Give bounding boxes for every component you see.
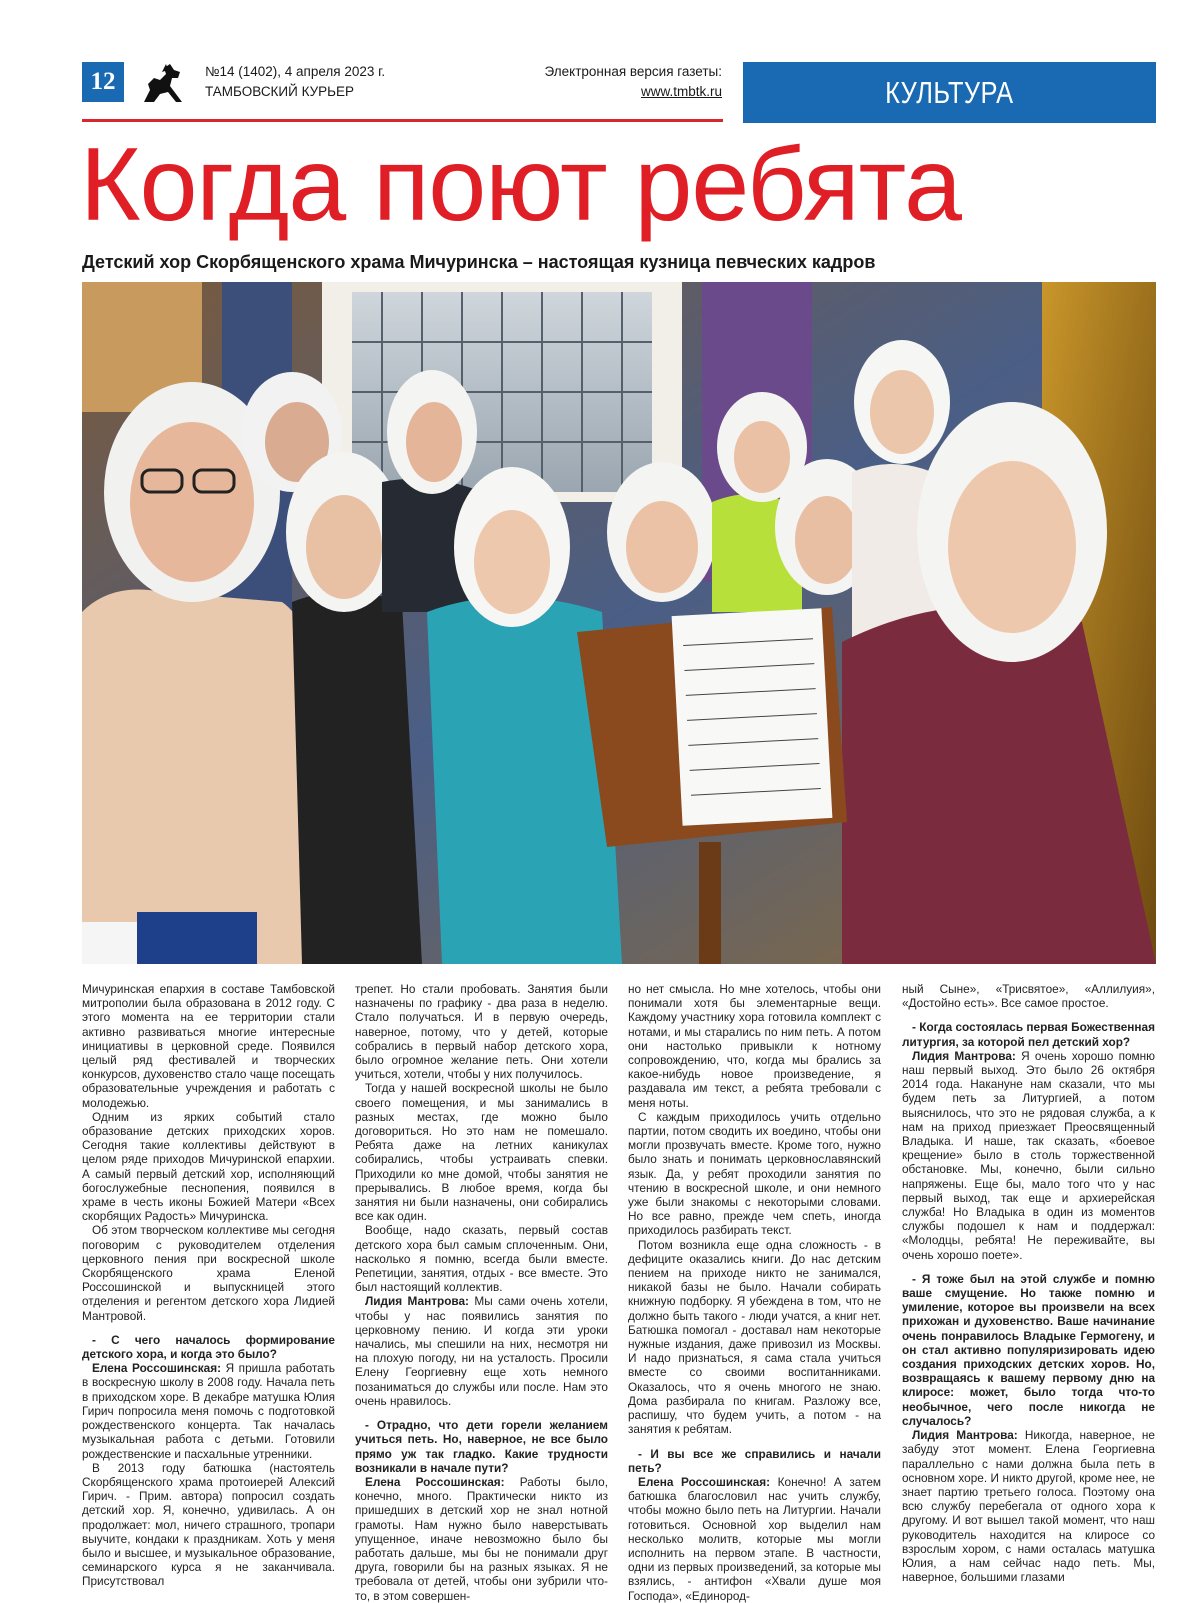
speaker-name: Лидия Мантрова: (912, 1048, 1016, 1063)
article-paragraph: Тогда у нашей воскресной школы не было своего помещения, и мы занимались в разных местах, где можно было договориться. Но это нам не помешало. Ребята даже на летних каникулах собирались, чтобы устраивать спевки. Приходили ко мне домой, чтобы занятия не прерывались. В любое время, когда бы занятия ни были назначены, они собирались все как один. (355, 1081, 608, 1224)
article-paragraph: Вообще, надо сказать, первый состав детского хора был самым сплоченным. Они, насколько я помню, всегда были вместе. Репетиции, занятия, отдых - все вместе. Это был настоящий коллектив. (355, 1223, 608, 1295)
article-paragraph: С каждым приходилось учить отдельно партии, потом сводить их воедино, чтобы они могли прозвучать вместе. Кроме того, нужно было знать и понимать церковнославянский язык. Да, у ребят проходили занятия по чтению в воскресной школе, и они немного уже были знакомы с некоторыми словами. Но все равно, прежде чем спеть, иногда приходилось разбирать текст. (628, 1109, 881, 1238)
article-paragraph: В 2013 году батюшка (настоятель Скорбященского храма протоиерей Алексий Гирич. - Прим. автора) попросил создать детский хор. Я, конечно, удивилась. А он продолжает: мол, ничего страшного, тропари выучите, кондаки к праздникам. Хоть у меня было и высшее, и музыкальное образование, семинарского курса я не заканчивала. Присутствовал (82, 1460, 335, 1589)
article-paragraph (355, 1294, 608, 1408)
electronic-version (470, 62, 722, 102)
interview-question: - Я тоже был на этой службе и помню ваше смущение. Но также помню и умиление, которое вы произвели на всех прихожан и духовенство. Ваше начинание очень понравилось Владыке Гермогену, и он стал активно популяризировать идею создания приходских детских хоров. Но, возвращаясь к вашему первому дню на клиросе: может, было тогда что-то необычное, чего после никогда не случалось? (902, 1271, 1155, 1428)
article-paragraph: Одним из ярких событий стало образование детских приходских хоров. Сегодня такие коллективы действуют в целом ряде приходов Мичуринской епархии. А самый первый детский хор, исполняющий богослужебные песнопения, появился в храме в честь иконы Божией Матери «Всех скорбящих Радость» Мичуринска. (82, 1109, 335, 1224)
article-column-1 (82, 982, 335, 1589)
article-paragraph (902, 1428, 1155, 1584)
headline: Когда поют ребята (80, 127, 961, 243)
section-rubric (743, 62, 1156, 123)
article-paragraph: Потом возникла еще одна сложность - в дефиците оказались книги. До нас детским пением на приходе никто не занимался, никакой базы не было. Начали собирать книжную подборку. Я убеждена в том, что не должно быть такого - люди учатся, а книг нет. Батюшка помогал - доставал нам некоторые нужные издания, даже привозил из Москвы. И надо признаться, я сама стала учиться вместе со своими воспитанниками. Оказалось, что я очень многого не знаю. Дома разбирала по книгам. Разложу все, распишу, что будем учить, а потом - на занятия к ребятам. (628, 1237, 881, 1437)
article-column-4 (902, 982, 1155, 1584)
issue-line: №14 (1402), 4 апреля 2023 г. (205, 64, 386, 79)
paragraph-text: Конечно! А затем батюшка благословил нас учить службу, чтобы можно было петь на Литургии. Начали готовиться. Основной хор выделил нам несколько молитв, которые мы могли исполнить на первом этапе. В частности, одни из первых произведений, за которые мы взялись, - антифон «Хвали душе моя Господа», «Единород- (628, 1474, 881, 1603)
article-paragraph (628, 1475, 881, 1603)
issue-info (205, 62, 385, 102)
speaker-name: Лидия Мантрова: (912, 1428, 1018, 1443)
page-number: 12 (82, 62, 124, 102)
paragraph-text: Никогда, наверное, не забуду этот момент. Елена Георгиевна параллельно с нами должна была петь в основном хоре. И никто другой, кроме нее, не знает партию третьего голоса. Поэтому она всю службу перебегала от одного хора к другому. И вот вышел такой момент, что наш руководитель находится на клиросе со взрослым хором, с нами осталась матушка Юлия, а нам сейчас надо петь. Мы, наверное, большими глазами (902, 1428, 1155, 1585)
article-column-3 (628, 982, 881, 1603)
article-paragraph: но нет смысла. Но мне хотелось, чтобы они понимали хотя бы элементарные вещи. Каждому участнику хора готовила комплект с нотами, и мы старались по ним петь. А потом они настолько привыкли к нотному сопровождению, что, когда мы брались за какое-нибудь новое произведение, я раздавала им текст, а ребята требовали с меня ноты. (628, 982, 881, 1110)
rubric-label: КУЛЬТУРА (885, 74, 1014, 110)
paragraph-text: Мы сами очень хотели, чтобы у нас появились занятия по церковному пению. И когда эти уроки начались, мы спешили на них, несмотря ни на плохую погоду, ни на усталость. Просили Елену Георгиевну еще хоть немного позаниматься до службы или после. Нам это очень нравилось. (355, 1294, 608, 1408)
subheadline: Детский хор Скорбященского храма Мичуринска – настоящая кузница певческих кадров (82, 252, 876, 272)
interview-question: - И вы все же справились и начали петь? (628, 1446, 881, 1475)
interview-question: - С чего началось формирование детского хора, и когда это было? (82, 1332, 335, 1362)
article-column-2 (355, 982, 608, 1603)
speaker-name: Лидия Мантрова: (365, 1294, 469, 1309)
paragraph-text: Я пришла работать в воскресную школу в 2008 году. Начала петь в приходском хоре. В декабре матушка Юлия Гирич попросила меня помочь с подготовкой рождественского концерта. Так началась музыкальная работа с детьми. Готовили рождественские и пасхальные утренники. (82, 1361, 335, 1461)
speaker-name: Елена Россошинская: (638, 1474, 771, 1489)
electronic-label: Электронная версия газеты: (544, 64, 722, 79)
paragraph-text: Я очень хорошо помню наш первый выход. Это было 26 октября 2014 года. Накануне нам сказали, что мы будем петь за Литургией, а потом выяснилось, что это не рядовая служба, а к нам на приход приезжает Преосвященный Владыка. И наше, так сказать, «боевое крещение» было в столь торжественной обстановке. Мы, конечно, были сильно напряжены. Еще бы, мало того что у нас первый выход, так еще и архиерейская служба! Но Владыка в один из моментов службы подошел к нам и поддержал: «Молодцы, ребята! Не переживайте, вы очень хорошо поете». (902, 1048, 1155, 1262)
article-paragraph: Об этом творческом коллективе мы сегодня поговорим с руководителем отделения церковного пения при воскресной школе Скорбященского храма Еленой Россошинской и выпускницей этого отделения и регентом детского хора Лидией Мантровой. (82, 1223, 335, 1323)
header-rule (82, 119, 723, 122)
speaker-name: Елена Россошинская: (365, 1474, 505, 1489)
choir-photo (82, 282, 1156, 964)
interview-question: - Отрадно, что дети горели желанием учиться петь. Но, наверное, не все было прямо уж так гладко. Какие трудности возникали в начале пути? (355, 1418, 608, 1475)
article-paragraph (82, 1361, 335, 1460)
article-paragraph: ный Сыне», «Трисвятое», «Аллилуия», «Достойно есть». Все самое простое. (902, 982, 1155, 1011)
horseman-logo-icon (138, 58, 188, 108)
article-paragraph: Мичуринская епархия в составе Тамбовской митрополии была образована в 2012 году. С этого момента на ее территории стали активно развиваться многие интересные инициативы в церковной среде. Появился целый ряд фестивалей и творческих конкурсов, духовенство стало чаще посещать образовательные учреждения и работать с молодежью. (82, 982, 335, 1110)
paper-name: ТАМБОВСКИЙ КУРЬЕР (205, 84, 355, 99)
interview-question: - Когда состоялась первая Божественная литургия, за которой пел детский хор? (902, 1020, 1155, 1049)
paragraph-text: Работы было, конечно, много. Практически никто из пришедших в детский хор не знал нотной грамоты. Нам нужно было наверстывать упущенное, иначе невозможно было бы работать дальше, мы бы не понимали друг друга, говорили бы на разных языках. Я не требовала от детей, чтобы они зубрили что-то, в этом совершен- (355, 1474, 609, 1603)
article-paragraph (902, 1049, 1155, 1262)
article-paragraph: трепет. Но стали пробовать. Занятия были назначены по графику - два раза в неделю. Стало получаться. И в первую очередь, наверное, потому, что у детей, которые собрались в первый набор детского хора, было огромное желание петь. Они хотели учиться, хотели, чтобы у них получилось. (355, 982, 608, 1082)
website-link[interactable]: www.tmbtk.ru (640, 84, 722, 99)
article-paragraph (355, 1475, 608, 1603)
speaker-name: Елена Россошинская: (92, 1361, 222, 1376)
